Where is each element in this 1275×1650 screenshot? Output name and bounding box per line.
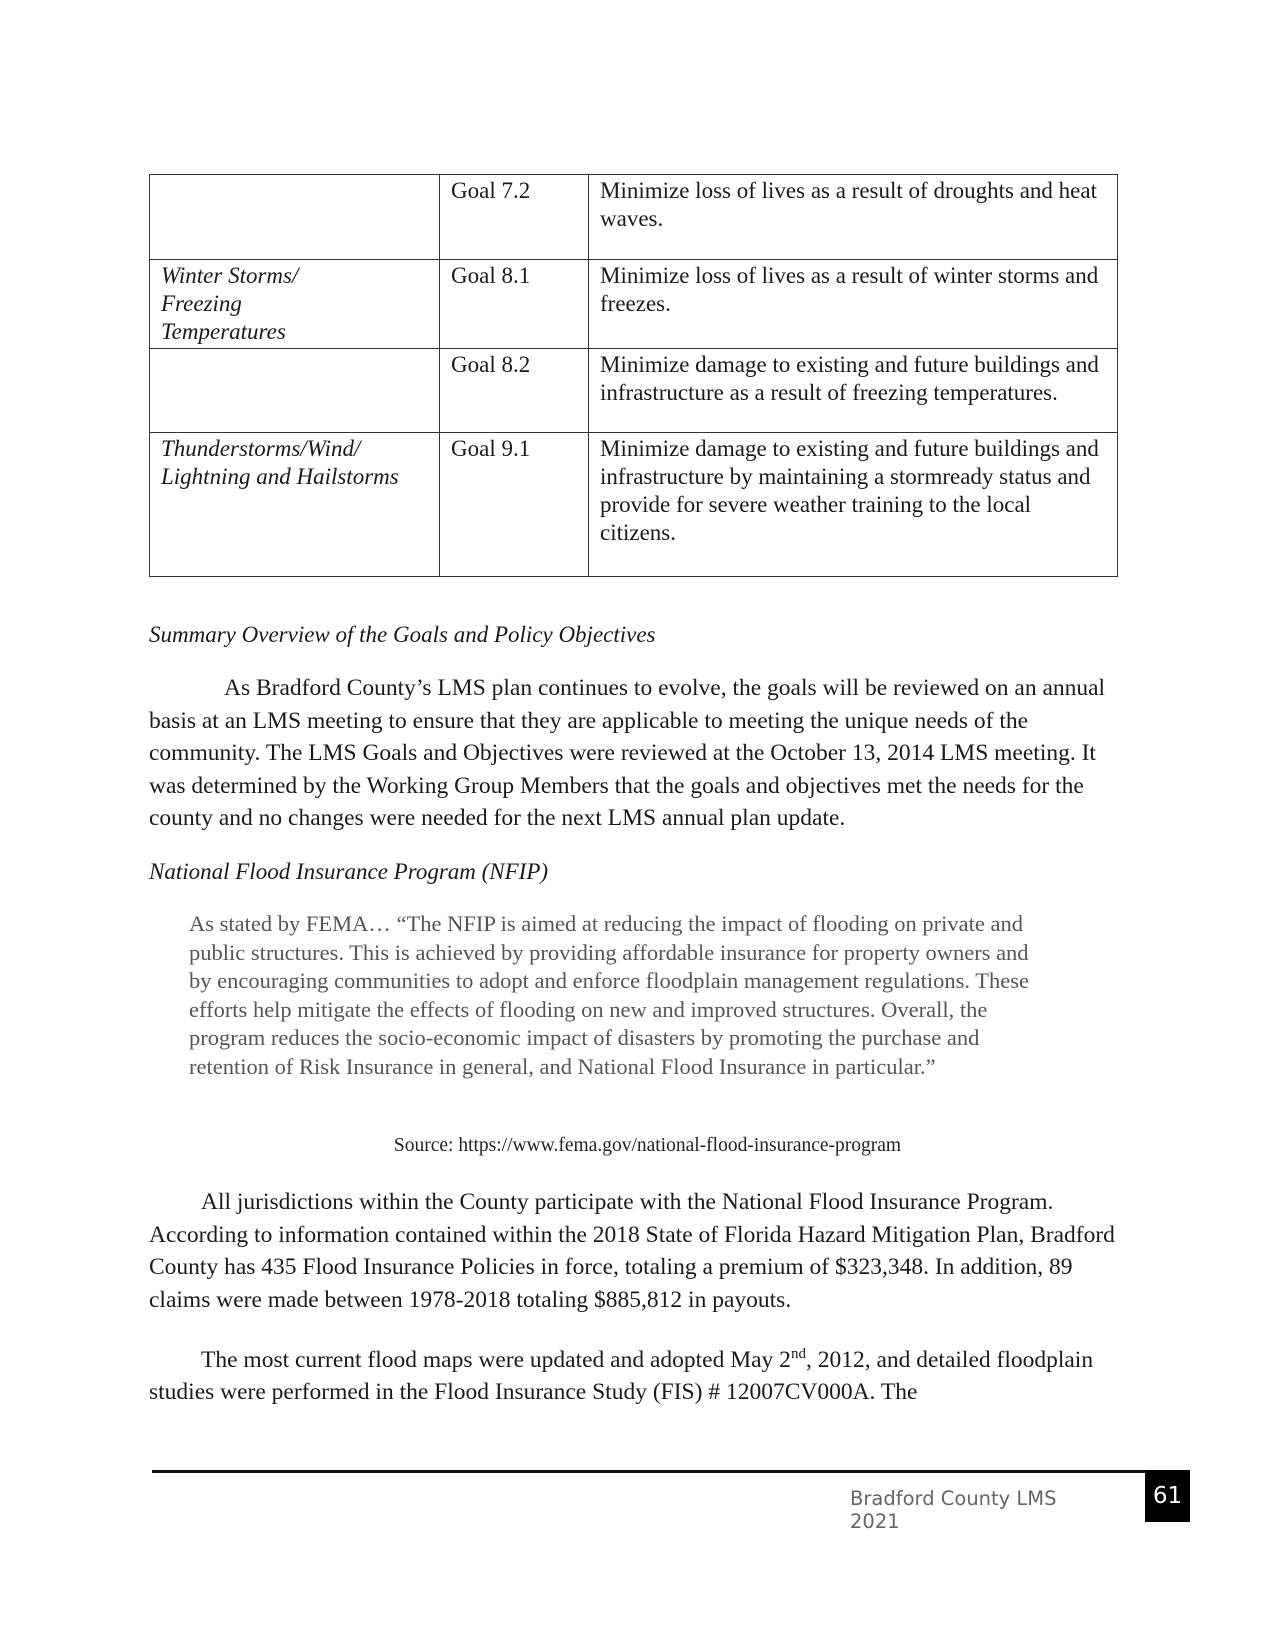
footer-label: Bradford County LMS 2021 xyxy=(850,1487,1057,1533)
table-row xyxy=(150,433,1118,577)
nfip-paragraph-2 xyxy=(149,1338,1124,1409)
goal-cell: Goal 8.2 xyxy=(440,349,589,433)
table-row xyxy=(150,175,1118,260)
goal-cell: Goal 7.2 xyxy=(440,175,589,260)
nfip-heading: National Flood Insurance Program (NFIP) xyxy=(149,859,549,884)
hazard-cell xyxy=(150,260,440,349)
ordinal-suffix: nd xyxy=(790,1346,806,1362)
goal-cell: Goal 8.1 xyxy=(440,260,589,349)
goal-description-line1: Minimize loss of lives as a result of droughts and heat waves. xyxy=(600,178,1097,231)
summary-heading: Summary Overview of the Goals and Policy Objectives xyxy=(149,622,656,647)
table-row xyxy=(150,260,1118,349)
goal-cell: Goal 9.1 xyxy=(440,433,589,577)
hazard-label: Thunderstorms/Wind/ Lightning and Hailstorms xyxy=(161,436,399,489)
nfip-paragraph-2-text-a: The most current flood maps were updated and adopted May 2 xyxy=(201,1346,791,1373)
goal-description-cell: Minimize loss of lives as a result of winter storms and freezes. xyxy=(589,260,1118,349)
nfip-paragraph-1 xyxy=(149,1186,1124,1316)
goal-description-text: Minimize damage to existing and future buildings and infrastructure as a result of freezing temperatures. xyxy=(600,352,1099,405)
footer-rule xyxy=(152,1470,1145,1473)
quote-source: Source: https://www.fema.gov/national-flood-insurance-program xyxy=(393,1135,902,1156)
hazard-cell xyxy=(150,433,440,577)
nfip-paragraph-2-text-b: , 2012, and detailed floodplain studies were performed in the Flood Insurance Study (FIS) # 12007CV000A. The xyxy=(149,1346,1094,1406)
goal-description-cell: Minimize damage to existing and future buildings and infrastructure by maintaining a stormready status and provide for severe weather training to the local citizens. xyxy=(589,433,1118,577)
goals-table xyxy=(149,174,1118,577)
hazard-label: Winter Storms/ Freezing Temperatures xyxy=(161,263,299,344)
summary-paragraph xyxy=(149,672,1124,835)
goal-description-cell xyxy=(589,349,1118,433)
fema-quote: As stated by FEMA… “The NFIP is aimed at reducing the impact of flooding on private and public structures. This is achieved by providing affordable insurance for property owners and by encouraging communities to adopt and enforce floodplain management regulations. These efforts help mitigate the effects of flooding on new and improved structures. Overall, the program reduces the socio-economic impact of disasters by promoting the purchase and retention of Risk Insurance in general, and National Flood Insurance in particular.” xyxy=(189,911,1029,1079)
goal-description-cell xyxy=(589,175,1118,260)
hazard-cell xyxy=(150,349,440,433)
hazard-cell xyxy=(150,175,440,260)
nfip-paragraph-1-text: All jurisdictions within the County participate with the National Flood Insurance Program. According to information contained within the 2018 State of Florida Hazard Mitigation Plan, Bradford County has 435 Flood Insurance Policies in force, totaling a premium of $323,348. In addition, 89 claims were made between 1978-2018 totaling $885,812 in payouts. xyxy=(149,1189,1115,1313)
table-row xyxy=(150,349,1118,433)
page-number: 61 xyxy=(1145,1470,1190,1522)
summary-paragraph-text: As Bradford County’s LMS plan continues to evolve, the goals will be reviewed on an annual basis at an LMS meeting to ensure that they are applicable to meeting the unique needs of the community. The LMS Goals and Objectives were reviewed at the October 13, 2014 LMS meeting. It was determined by the Working Group Members that the goals and objectives met the needs for the county and no changes were needed for the next LMS annual plan update. xyxy=(149,675,1106,831)
